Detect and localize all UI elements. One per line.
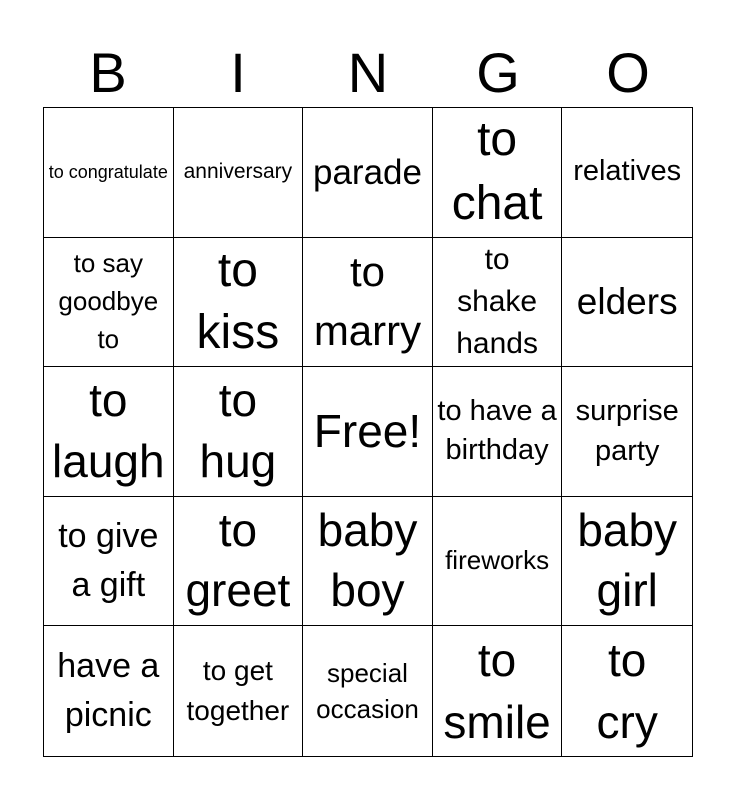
cell-text: parade — [313, 152, 422, 192]
bingo-cell[interactable] — [562, 626, 692, 756]
cell-text: fireworks — [445, 545, 550, 576]
cell-text: to laugh — [52, 374, 165, 488]
bingo-cell[interactable] — [433, 238, 563, 368]
bingo-cell[interactable] — [562, 497, 692, 627]
cell-text: anniversary — [183, 160, 293, 184]
bingo-cell[interactable] — [44, 626, 174, 756]
header-letter-b: B — [89, 41, 127, 104]
cell-text: to greet — [185, 504, 291, 617]
cell-text: Free! — [313, 405, 422, 458]
header-letter-i: I — [230, 41, 246, 104]
bingo-cell[interactable] — [174, 108, 304, 238]
cell-text: baby girl — [577, 504, 678, 617]
bingo-cell[interactable] — [303, 497, 433, 627]
bingo-card — [43, 107, 693, 757]
bingo-header — [43, 42, 693, 104]
cell-text: to chat — [451, 112, 543, 231]
bingo-cell[interactable] — [44, 238, 174, 368]
bingo-cell[interactable] — [174, 497, 304, 627]
bingo-cell[interactable] — [174, 238, 304, 368]
cell-text: to cry — [596, 634, 658, 749]
cell-text: surprise party — [575, 394, 679, 468]
bingo-cell[interactable] — [303, 238, 433, 368]
cell-text: relatives — [573, 155, 682, 188]
bingo-cell[interactable] — [303, 626, 433, 756]
cell-text: have a picnic — [57, 646, 160, 735]
cell-text: to hug — [199, 374, 277, 488]
header-letter-n: N — [347, 41, 389, 104]
bingo-cell[interactable] — [433, 108, 563, 238]
bingo-cell[interactable] — [44, 108, 174, 238]
bingo-cell[interactable] — [562, 367, 692, 497]
cell-text: to smile — [443, 634, 551, 749]
bingo-cell[interactable] — [174, 367, 304, 497]
bingo-cell[interactable] — [44, 497, 174, 627]
bingo-cell[interactable] — [303, 367, 433, 497]
cell-text: to give a gift — [58, 516, 159, 605]
cell-text: elders — [576, 281, 678, 323]
cell-text: to get together — [186, 654, 290, 727]
cell-text: baby boy — [317, 504, 418, 617]
bingo-cell[interactable] — [562, 238, 692, 368]
cell-text: to have a birthday — [437, 395, 557, 467]
bingo-cell[interactable] — [44, 367, 174, 497]
bingo-cell[interactable] — [174, 626, 304, 756]
bingo-cell[interactable] — [562, 108, 692, 238]
header-letter-o: O — [606, 41, 650, 104]
cell-text: special occasion — [316, 657, 419, 725]
bingo-cell[interactable] — [303, 108, 433, 238]
cell-text: to congratulate — [48, 162, 168, 183]
cell-text: to kiss — [196, 243, 280, 359]
cell-text: to shake hands — [456, 242, 538, 360]
header-letter-g: G — [476, 41, 520, 104]
bingo-cell[interactable] — [433, 497, 563, 627]
cell-text: to marry — [313, 248, 422, 354]
bingo-cell[interactable] — [433, 626, 563, 756]
bingo-cell[interactable] — [433, 367, 563, 497]
cell-text: to say goodbye to — [58, 248, 159, 354]
